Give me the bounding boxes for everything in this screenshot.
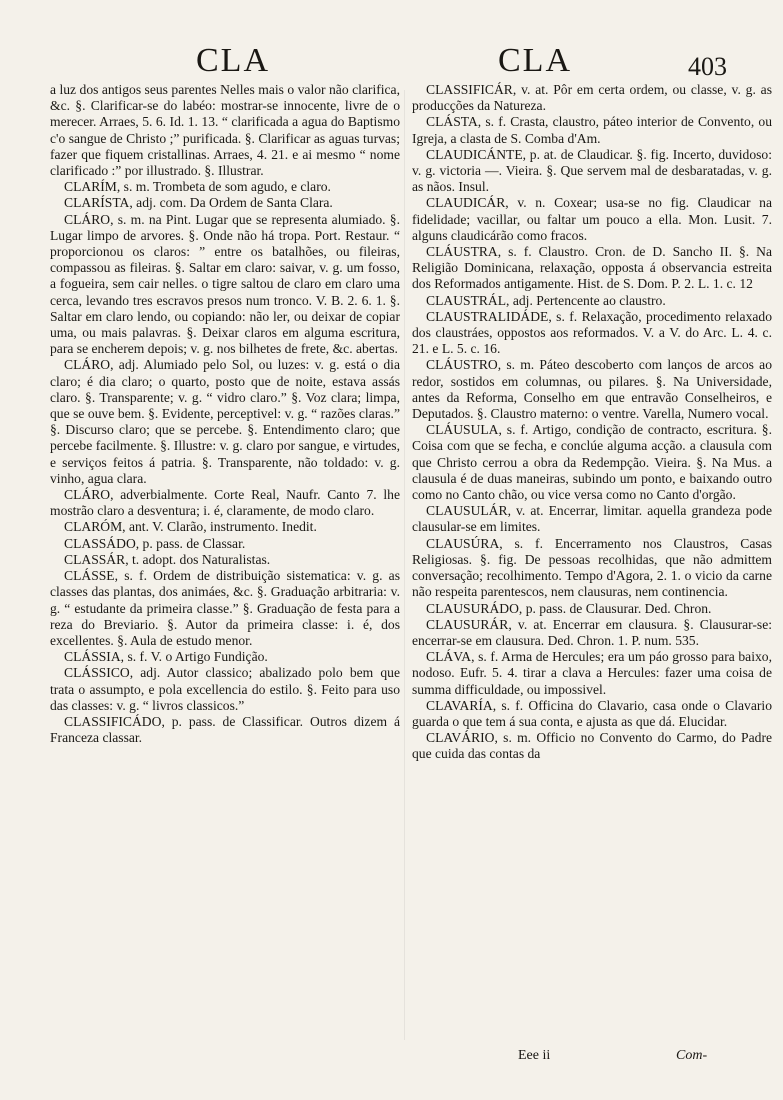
entry-paragraph: CLÁRO, adj. Alumiado pelo Sol, ou luzes: v. g. está o dia claro; é dia claro; o quarto, posto que de noite, estava assás claro. §. Transparente; v. g. “ vidro claro.” §. Voz clara; limpa, que se ouve bem. §. Evidente, perceptivel: v. g. “ razões claras.” §. Discurso claro; que se percebe. §. Entendimento claro; que percebe facilmente. §. Illustre: v. g. claro por sangue, e virtudes, e serviços feitos á patria. §. Transparente, não toldado: v. g. vinho, agua clara. — [50, 357, 400, 486]
entry-paragraph: CLAUSURÁR, v. at. Encerrar em clausura. §. Clausurar-se: encerrar-se em clausura. Ded. Chron. 1. P. num. 535. — [412, 616, 772, 648]
catchword: Com- — [676, 1048, 708, 1063]
entry-paragraph: CLÁUSULA, s. f. Artigo, condição de contracto, escritura. §. Coisa com que se fecha, e conclúe alguma acção. a clausula com que Christo cerrou a obra da Redempção. Vieira. §. Na Mus. a clausula é de duas maneiras, subindo um ponto, e baixando outro como no Canto chão, ou vice versa como no Canto d'orgão. — [412, 422, 772, 503]
entry-paragraph: CLÁUSTRO, s. m. Páteo descoberto com lanços de arcos ao redor, sostidos em columnas, ou pilares. §. Na Universidade, antes da Reforma, Conselho em que entravão Conselheiros, e Deputados. §. Claustro materno: o ventre. Varella, Numero vocal. — [412, 357, 772, 422]
running-head-left: CLA — [196, 42, 270, 79]
entry-paragraph: CLÁSSE, s. f. Ordem de distribuição sistematica: v. g. as classes das plantas, dos animáes, &c. §. Graduação arbitraria: v. g. “ estudante da primeira classe.” §. Graduação de festa para a reza do Breviario. §. Autor da primeira classe: i. é, dos excellentes. §. Aula de estudo menor. — [50, 568, 400, 648]
entry-paragraph: CLAUSULÁR, v. at. Encerrar, limitar. aquella grandeza pode clausular-se em limites. — [412, 503, 772, 535]
entry-paragraph: CLAUSTRÁL, adj. Pertencente ao claustro. — [426, 292, 666, 308]
left-column — [50, 82, 400, 746]
running-head-right: CLA — [498, 42, 572, 79]
entry-paragraph: CLARÍSTA, adj. com. Da Ordem de Santa Clara. — [64, 195, 333, 211]
entry-paragraph: CLAUSURÁDO, p. pass. de Clausurar. Ded. Chron. — [426, 600, 712, 616]
entry-paragraph: CLAUDICÁNTE, p. at. de Claudicar. §. fig. Incerto, duvidoso: v. g. victoria —. Vieira. §. Que servem mal de desbaratadas, v. g. as nãos. Insul. — [412, 146, 772, 195]
entry-paragraph: CLÁRO, s. m. na Pint. Lugar que se representa alumiado. §. Lugar limpo de arvores. §. Onde não há tropa. Port. Restaur. “ proporcionou os claros: ” entre os batalhões, ou fileiras, compassou as fileiras. §. Saltar em claro: saivar, v. g. um fosso, a fogueira, sem cair nelles. o tigre saltou de claro em claro uma cerca, levando tres escravos presos num tronco. V. B. 2. 6. 1. §. Saltar em claro lendo, ou copiando: não ler, ou deixar de copiar uma, ou mais palavras. §. Deixar claros em alguma escritura, para se encherem depois; v. g. nos bilhetes de frete, &c. abertas. — [50, 211, 400, 357]
entry-paragraph: a luz dos antigos seus parentes Nelles mais o valor não clarifica, &c. §. Clarificar-se do labéo: mostrar-se innocente, livre de o merecer. Arraes, 5. 6. Id. 1. 13. “ clarificada a agua do Baptismo c'o sangue de Christo ;” purificada. §. Clarificar as aguas turvas; fazer que fiquem cristallinas. Arraes, 4. 21. e ai mesmo “ nome clarificado :” por illustrado. §. Illustrar. — [50, 82, 400, 179]
entry-paragraph: CLÁSTA, s. f. Crasta, claustro, páteo interior de Convento, ou Igreja, a clasta de S. Comba d'Am. — [412, 114, 772, 146]
entry-paragraph: CLAUDICÁR, v. n. Coxear; usa-se no fig. Claudicar na fidelidade; vacillar, ou faltar um pouco a ella. Mon. Lusit. 7. alguns claudicárão como fracos. — [412, 195, 772, 243]
right-column — [412, 82, 772, 763]
entry-paragraph: CLÁSSIA, s. f. V. o Artigo Fundição. — [64, 649, 268, 665]
page-footer — [0, 1048, 783, 1072]
entry-paragraph: CLAUSÚRA, s. f. Encerramento nos Claustros, Casas Religiosas. §. fig. De pessoas recolhidas, que não admittem conversação; recolhimento. Tempo d'Agora, 2. 1. o vicio da carne não respeita parentescos, nem clausuras, nem continencia. — [412, 535, 772, 600]
column-divider — [404, 90, 405, 1040]
entry-paragraph: CLASSÁR, t. adopt. dos Naturalistas. — [64, 551, 271, 567]
entry-paragraph: CLASSIFICÁDO, p. pass. de Classificar. Outros dizem á Franceza classar. — [50, 713, 400, 746]
entry-paragraph: CLÁVA, s. f. Arma de Hercules; era um páo grosso para baixo, nodoso. Eufr. 5. 4. tirar a clava a Hercules: fazer uma coisa de summa difficuldade, ou impossivel. — [412, 649, 772, 697]
entry-paragraph: CLARÍM, s. m. Trombeta de som agudo, e claro. — [64, 179, 331, 195]
page-number: 403 — [688, 52, 727, 81]
entry-paragraph: CLARÓM, ant. V. Clarão, instrumento. Inedit. — [64, 519, 317, 535]
entry-paragraph: CLAUSTRALIDÁDE, s. f. Relaxação, procedimento relaxado dos claustráes, oppostos aos reformados. V. a V. do Arc. L. 4. c. 21. e L. 5. c. 16. — [412, 308, 772, 357]
entry-paragraph: CLAVARÍA, s. f. Officina do Clavario, casa onde o Clavario guarda o que tem á sua conta, e ajusta as que dá. Elucidar. — [412, 697, 772, 729]
entry-paragraph: CLASSÁDO, p. pass. de Classar. — [64, 535, 246, 551]
entry-paragraph: CLAVÁRIO, s. m. Officio no Convento do Carmo, do Padre que cuida das contas da — [412, 730, 772, 762]
entry-paragraph: CLÁRO, adverbialmente. Corte Real, Naufr. Canto 7. lhe mostrão claro a desventura; i. é, claramente, de modo claro. — [50, 487, 400, 519]
entry-paragraph: CLÁUSTRA, s. f. Claustro. Cron. de D. Sancho II. §. Na Religião Dominicana, relaxação, opposta á observancia estreita dos Reformados antigamente. Hist. de S. Dom. P. 2. L. 1. c. 12 — [412, 244, 772, 292]
entry-paragraph: CLÁSSICO, adj. Autor classico; abalizado polo bem que trata o assumpto, e pola excellencia do estilo. §. Feito para uso das classes: v. g. “ livros classicos.” — [50, 665, 400, 713]
signature-mark: Eee ii — [518, 1048, 551, 1063]
entry-paragraph: CLASSIFICÁR, v. at. Pôr em certa ordem, ou classe, v. g. as producções da Natureza. — [412, 82, 772, 114]
